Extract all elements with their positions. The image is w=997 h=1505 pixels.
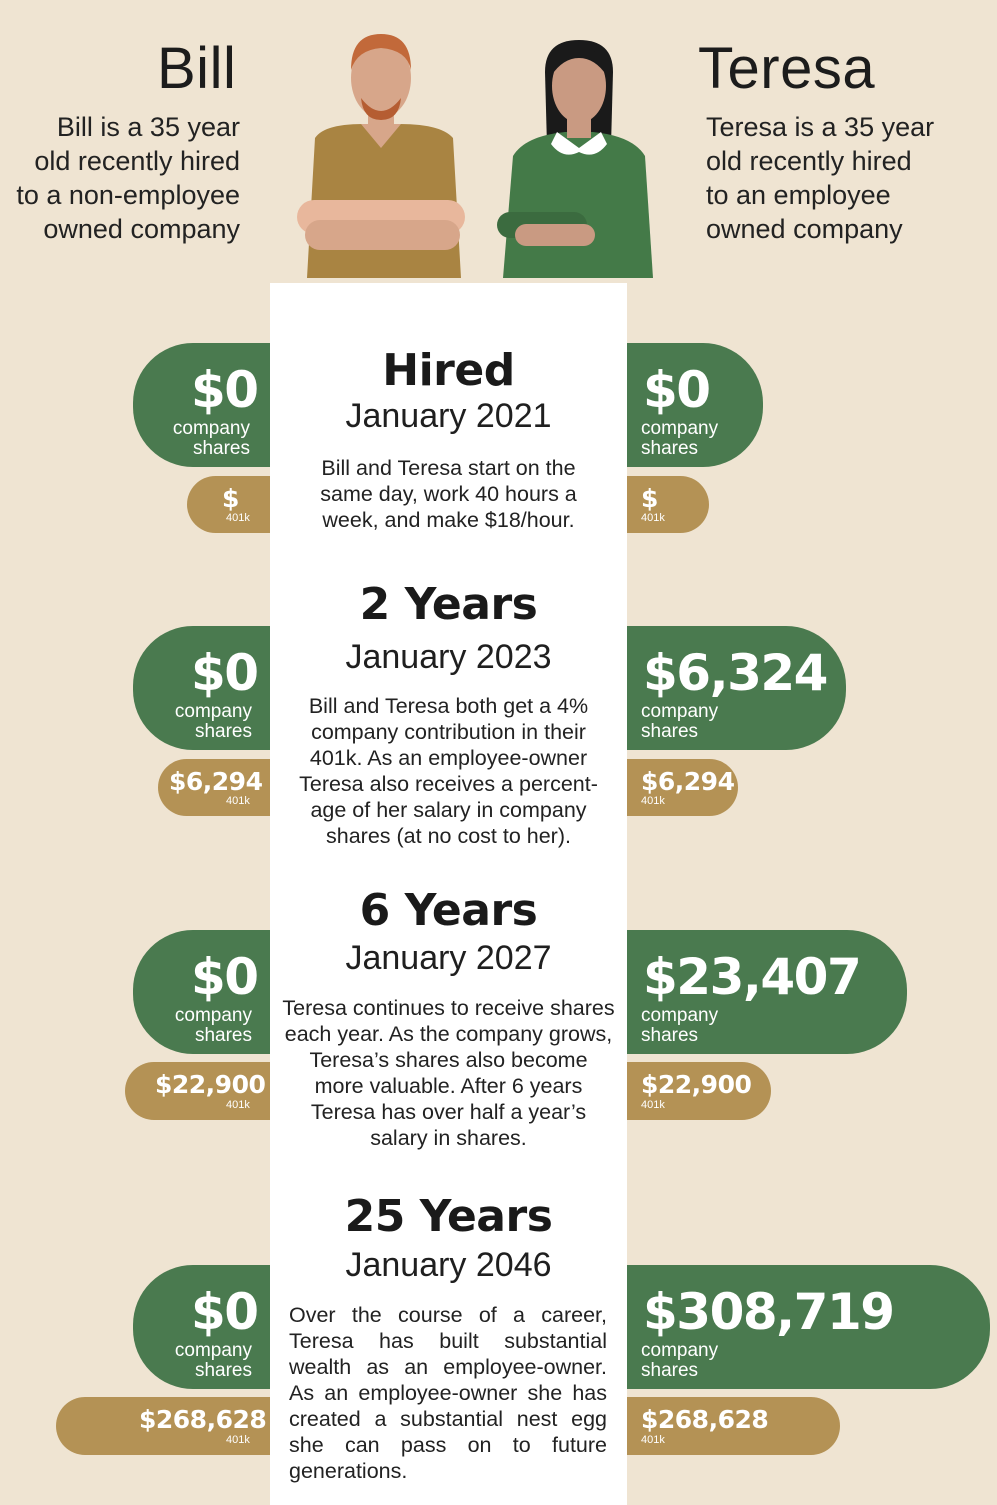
bill-shares-pill xyxy=(133,626,270,750)
teresa-401k-value: $22,900 xyxy=(641,1070,752,1099)
teresa-401k-value: $ xyxy=(641,484,658,513)
teresa-intro xyxy=(706,110,986,246)
label-shares: shares xyxy=(192,438,250,459)
label-401k: 401k xyxy=(641,1099,665,1111)
bill-shares-value: $0 xyxy=(191,1283,258,1341)
bill-shares-pill xyxy=(133,1265,270,1389)
label-401k: 401k xyxy=(641,1434,665,1446)
section-text: Bill and Teresa start on the same day, work 40 hours a week, and make $18/hour. xyxy=(320,456,577,532)
teresa-name: Teresa xyxy=(698,36,876,101)
section-title: 2 Years xyxy=(359,579,538,630)
bill-intro-line: to a non-employee xyxy=(16,180,240,210)
bill-401k-value: $22,900 xyxy=(155,1070,266,1099)
section-date: January 2046 xyxy=(345,1246,552,1284)
section-text: Over the course of a career, Teresa has built substantial wealth as an employee-owner. As an employee-owner she has created a substantial nest egg she can pass on to future generations. xyxy=(289,1303,607,1483)
bill-401k-value: $268,628 xyxy=(139,1405,267,1434)
label-company: company xyxy=(641,1005,719,1026)
bill-shares-pill xyxy=(133,930,270,1054)
bill-401k-value: $6,294 xyxy=(169,767,263,796)
bill-intro-line: owned company xyxy=(43,214,240,244)
label-shares: shares xyxy=(194,1025,252,1046)
label-shares: shares xyxy=(641,1025,699,1046)
label-company: company xyxy=(174,1340,252,1361)
teresa-intro-line: owned company xyxy=(706,214,903,244)
label-401k: 401k xyxy=(641,512,665,524)
teresa-shares-value: $6,324 xyxy=(643,644,827,702)
bill-intro-line: old recently hired xyxy=(34,146,240,176)
bill-shares-label xyxy=(175,702,252,742)
section-text: Bill and Teresa both get a 4% company contribution in their 401k. As an employee-owner Teresa also receives a percent-age of her salary in company shares (at no cost to her). xyxy=(299,694,598,848)
teresa-401k-value: $6,294 xyxy=(641,767,735,796)
label-401k: 401k xyxy=(226,512,250,524)
label-401k: 401k xyxy=(226,795,250,807)
teresa-401k-pill xyxy=(627,476,709,533)
bill-shares-value: $0 xyxy=(191,948,258,1006)
bill-illustration xyxy=(295,28,470,278)
section-date: January 2023 xyxy=(345,638,552,676)
bill-shares-label xyxy=(175,1006,252,1046)
teresa-shares-label xyxy=(641,1341,718,1381)
teresa-shares-value: $308,719 xyxy=(643,1283,894,1341)
section-date: January 2027 xyxy=(345,939,552,977)
teresa-401k-pill xyxy=(627,1397,840,1455)
label-401k: 401k xyxy=(226,1099,250,1111)
section-title: 6 Years xyxy=(359,885,538,936)
label-company: company xyxy=(641,701,719,722)
teresa-401k-value: $268,628 xyxy=(641,1405,769,1434)
section-title: 25 Years xyxy=(344,1191,553,1242)
label-shares: shares xyxy=(194,1360,252,1381)
teresa-401k-pill xyxy=(627,759,738,816)
label-company: company xyxy=(172,418,250,439)
teresa-shares-pill xyxy=(627,343,763,467)
teresa-shares-value: $0 xyxy=(643,361,710,419)
bill-intro xyxy=(0,110,240,246)
teresa-shares-label xyxy=(641,702,718,742)
teresa-shares-pill xyxy=(627,1265,990,1389)
label-company: company xyxy=(641,1340,719,1361)
teresa-shares-pill xyxy=(627,930,907,1054)
bill-shares-value: $0 xyxy=(191,644,258,702)
bill-401k-pill xyxy=(158,759,270,816)
teresa-illustration xyxy=(495,36,660,278)
section-title: Hired xyxy=(382,345,515,396)
label-shares: shares xyxy=(194,721,252,742)
section-date: January 2021 xyxy=(345,397,552,435)
teresa-intro-line: to an employee xyxy=(706,180,891,210)
teresa-shares-pill xyxy=(627,626,846,750)
section-text: Teresa continues to receive shares each year. As the company grows, Teresa’s shares also become more valuable. After 6 years Teresa has over half a year’s salary in shares. xyxy=(282,996,615,1150)
label-company: company xyxy=(641,418,719,439)
bill-401k-value: $ xyxy=(222,484,239,513)
label-company: company xyxy=(174,1005,252,1026)
bill-shares-pill xyxy=(133,343,270,467)
bill-name: Bill xyxy=(157,36,237,101)
bill-intro-line: Bill is a 35 year xyxy=(56,112,240,142)
bill-401k-pill xyxy=(56,1397,270,1455)
bill-shares-value: $0 xyxy=(191,361,258,419)
label-shares: shares xyxy=(641,438,699,459)
bill-401k-pill xyxy=(125,1062,270,1120)
bill-shares-label xyxy=(175,1341,252,1381)
label-shares: shares xyxy=(641,1360,699,1381)
bill-401k-pill xyxy=(187,476,270,533)
label-401k: 401k xyxy=(641,795,665,807)
teresa-intro-line: Teresa is a 35 year xyxy=(706,112,935,142)
timeline-column xyxy=(270,283,627,1505)
teresa-shares-label xyxy=(641,1006,718,1046)
bill-shares-label xyxy=(173,419,250,459)
label-401k: 401k xyxy=(226,1434,250,1446)
teresa-shares-value: $23,407 xyxy=(643,948,861,1006)
label-company: company xyxy=(174,701,252,722)
teresa-intro-line: old recently hired xyxy=(706,146,912,176)
teresa-shares-label xyxy=(641,419,718,459)
teresa-401k-pill xyxy=(627,1062,771,1120)
label-shares: shares xyxy=(641,721,699,742)
